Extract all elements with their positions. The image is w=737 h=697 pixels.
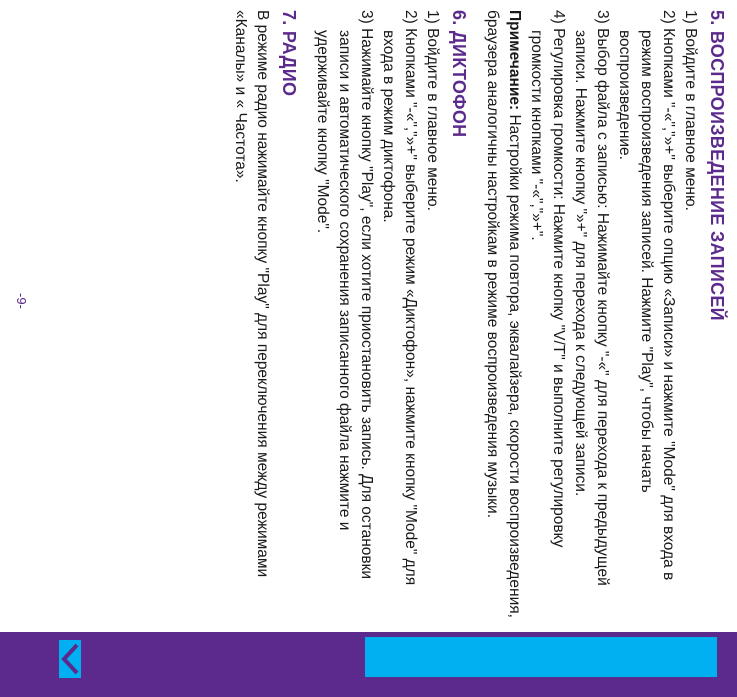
- page-number: -9-: [14, 293, 29, 309]
- section-recorder-title: 6. ДИКТОФОН: [449, 10, 469, 138]
- section-radio: [229, 10, 301, 620]
- section-playback-title: 5. ВОСПРОИЗВЕДЕНИЕ ЗАПИСЕЙ: [707, 10, 727, 321]
- section-radio-text: В режиме радио нажимайте кнопку "Play" для переключения между режимами «Каналы» и « Частота».: [232, 10, 271, 578]
- list-item: 3) Нажимайте кнопку "Play", если хотите приостановить запись. Для остановки записи и автоматического сохранения записанного файла нажмите и удерживайте кнопку "Mode".: [314, 10, 375, 580]
- list-item: 1) Войдите в главное меню.: [682, 10, 699, 211]
- section-playback: [481, 10, 729, 620]
- list-item: 2) Кнопками "-«","»+" выберите режим «Диктофон», нажмите кнопку "Mode" для входа в режим диктофона.: [380, 10, 419, 586]
- side-band: [0, 632, 737, 697]
- chevron-down-icon[interactable]: [59, 640, 81, 678]
- section-radio-title: 7. РАДИО: [279, 10, 299, 97]
- section-recorder: [311, 10, 471, 620]
- page-content: [219, 10, 729, 620]
- section-playback-list: [525, 10, 701, 620]
- note-paragraph: [481, 10, 525, 620]
- highlight-bar: [365, 637, 717, 677]
- list-item: 1) Войдите в главное меню.: [424, 10, 441, 211]
- note-text: Настройки режима повтора, эквалайзера, скорости воспроизведения, браузера аналогичны настройкам в режиме воспроизведения музыки.: [484, 10, 523, 618]
- list-item: 3) Выбор файла с записью: Нажимайте кнопку "-«" для перехода к предыдущей записи. Нажмите кнопку "»+" для перехода к следующей записи.: [572, 10, 611, 586]
- note-label: Примечание:: [506, 10, 523, 111]
- list-item: 4) Регулировка громкости: Нажмите кнопку "V/T" и выполните регулировку громкости кнопками "-«","»+".: [528, 10, 567, 548]
- section-recorder-list: [311, 10, 443, 620]
- list-item: 2) Кнопками "-«","»+" выберите опцию «Записи» и нажмите "Mode" для входа в режим воспроизведения записей. Нажмите "Play", чтобы начать воспроизведение.: [616, 10, 677, 581]
